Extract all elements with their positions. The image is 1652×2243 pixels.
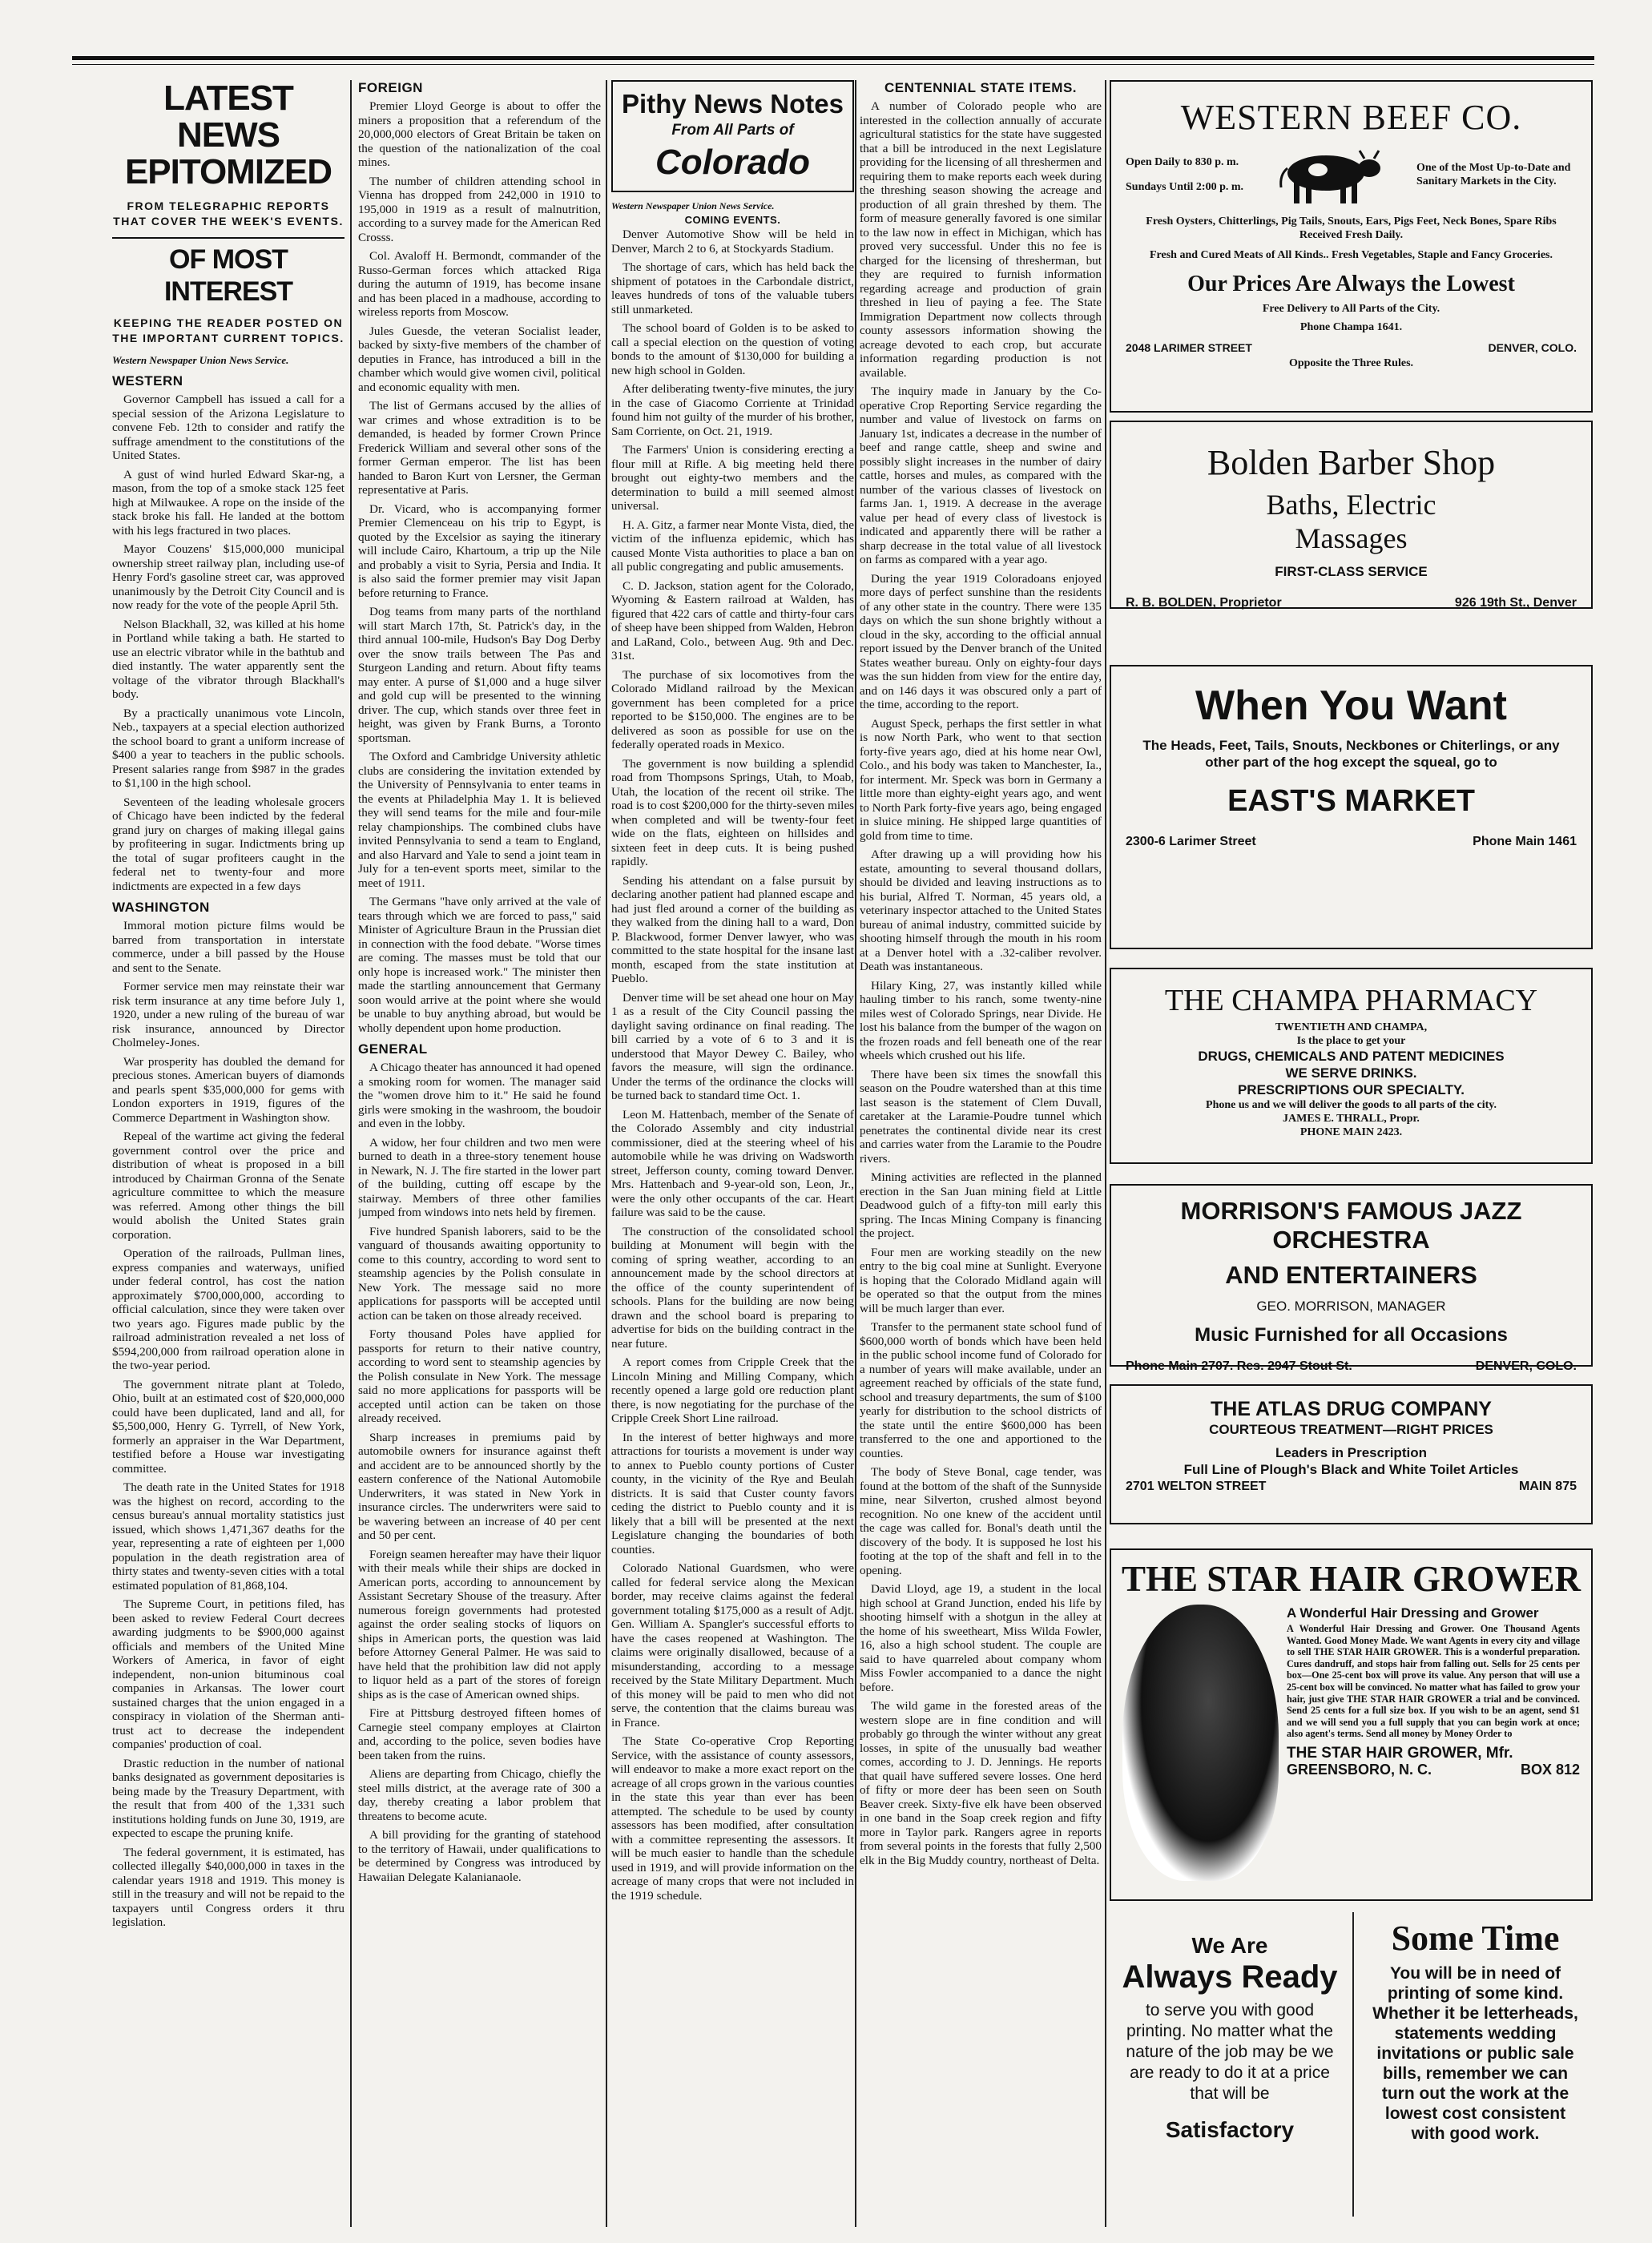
- article-paragraph: The school board of Golden is to be asked to call a special election on the question of voting bonds to the amount of $130,000 for building a new high school in Golden.: [611, 321, 854, 377]
- ad-easts-market: [1110, 665, 1593, 949]
- article-paragraph: The purchase of six locomotives from the Colorado Midland railroad by the Mexican government has been completed for a price reported to be $150,000. The engines are to be delivered as soon as possible for use on the federally operated roads in Mexico.: [611, 667, 854, 751]
- advertisements-column: [1110, 80, 1594, 2227]
- article-paragraph: Forty thousand Poles have applied for passports for return to their native country, according to word sent to steamship agencies by the Polish consulate in New York. The message said no more applications for passports will be accepted until action can be taken on those already received.: [358, 1327, 601, 1425]
- column-latest-news: [112, 80, 345, 1935]
- top-rule: [72, 56, 1594, 60]
- ad-jazz-music: Music Furnished for all Occasions: [1195, 1324, 1508, 1346]
- ad-easts-body: The Heads, Feet, Tails, Snouts, Neckbones or Chiterlings, or any other part of the hog except the squeal, go to: [1142, 738, 1560, 770]
- article-paragraph: Aliens are departing from Chicago, chiefly the steel mills district, at the average rate of 300 a day, thereby creating a labor problem that threatens to become acute.: [358, 1767, 601, 1823]
- headline-most-interest: OF MOST INTEREST: [112, 237, 345, 308]
- washington-articles: [112, 919, 345, 1930]
- column-divider: [350, 80, 352, 2227]
- ad-atlas-name: THE ATLAS DRUG COMPANY: [1211, 1398, 1492, 1420]
- ad-barber-owner: R. B. BOLDEN, Proprietor: [1126, 596, 1282, 610]
- ad-pharmacy-l4: WE SERVE DRINKS.: [1285, 1065, 1417, 1081]
- ad-sometime-body: You will be in need of printing of some kind. Whether it be letterheads, statements wedding invitations or public sale bills, remember we can turn out the work at the lowest cost consistent with good work.: [1372, 1964, 1578, 2143]
- column-divider: [1105, 80, 1106, 2227]
- ad-champa-pharmacy: [1110, 968, 1593, 1164]
- article-paragraph: Operation of the railroads, Pullman lines, express companies and waterways, unified under federal control, has cost the nation approximately $700,000,000, according to official calculation, since they were taken over two years ago. Figures made public by the railroad administration revealed a net loss of $594,200,000 from railroad operation alone in the two-year period.: [112, 1246, 345, 1372]
- ad-some-time: [1358, 1912, 1593, 2217]
- article-paragraph: Jules Guesde, the veteran Socialist leader, backed by sixty-five members of the chamber of deputies in France, has introduced a bill in the chamber which would give women civil, political and economic equality with men.: [358, 324, 601, 394]
- article-paragraph: Colorado National Guardsmen, who were called for federal service along the Mexican border, may receive claims against the federal government totaling $175,000 as a result of Adjt. Gen. William A. Spangler's successful efforts to have the cases reopened at Washington. The claims were originally disallowed, because of a misunderstanding, according to a message received by the State Military Department. Much of this money will be paid to men who did not serve, the contention that the claims bureau was in France.: [611, 1561, 854, 1730]
- article-paragraph: Four men are working steadily on the new entry to the big coal mine at Sunlight. Everyone is hoping that the Colorado Midland again will be operated so that the output from the mines will be much larger than ever.: [860, 1245, 1102, 1315]
- coming-events-text: Denver Automotive Show will be held in Denver, March 2 to 6, at Stockyards Stadium.: [611, 228, 854, 256]
- article-paragraph: After drawing up a will providing how his estate, amounting to several thousand dollars, should be divided and leaving instructions as to his burial, Alfred T. Norman, 45 years old, a veterinary inspector attached to the United States bureau of animal industry, committed suicide by shooting himself through the mouth in his room at a Denver hotel with a .32-caliber revolver. Death was instantaneous.: [860, 848, 1102, 973]
- ad-divider: [1352, 1912, 1354, 2217]
- ad-ready-l2: Always Ready: [1122, 1959, 1338, 1995]
- article-paragraph: The death rate in the United States for 1918 was the highest on record, according to the census bureau's annual mortality statistics just issued, which shows 1,471,367 deaths for the year, representing a rate of eighteen per 1,000 population in the death registration area of thirty states and twenty-seven cities with a total estimated population of 81,868,104.: [112, 1480, 345, 1593]
- ad-ready-l1: We Are: [1191, 1933, 1268, 1958]
- article-paragraph: The federal government, it is estimated, has collected illegally $40,000,000 in taxes in the calendar years 1918 and 1919. This money is still in the treasury and will not be repaid to the taxpayers until Congress orders it thru legislation.: [112, 1845, 345, 1929]
- article-paragraph: The government is now building a splendid road from Thompsons Springs, Utah, to Moab, Utah, the location of the recent oil strike. The road is to cost $200,000 for the thirty-seven miles when completed and will be twenty-four feet wide on the flats, eighteen on hillsides and sixteen feet in deep cuts. It is being pushed rapidly.: [611, 756, 854, 868]
- article-paragraph: The Germans "have only arrived at the vale of tears through which we are forced to pass," said Minister of Agriculture Braun in the Prussian diet in connection with the food debate. "Worse times are coming. The masses must be told that our only hope is increased work." The minister then made the startling announcement that Germany soon would arrive at the point where she would be unable to buy anything abroad, but would be wholly dependent upon home production.: [358, 895, 601, 1035]
- article-paragraph: The Farmers' Union is considering erecting a flour mill at Rifle. A big meeting held there brought out eighty-two members and the determination to build a mill seemed almost universal.: [611, 443, 854, 513]
- ad-star-hair-grower: [1110, 1548, 1593, 1901]
- ad-barber-service: FIRST-CLASS SERVICE: [1275, 564, 1428, 579]
- article-paragraph: A number of Colorado people who are interested in the collection annually of accurate agricultural statistics for the state have suggested that a bill be introduced in the next Legislature providing for the licensing of all threshermen and requiring them to make reports each week during the threshing season showing the acreage and production of all grain threshed by them. The form of measure generally favored is one similar to the law now in effect in Michigan, which has proved very successful. Under this no fee is charged for the licensing of thresherman, but they are required to furnish information regarding acreage and production of grain threshed in lieu of paying a fee. The State Immigration Department now collects through county assessors information showing the acreage devoted to each crop, but accurate information regarding production is not available.: [860, 99, 1102, 380]
- ad-atlas-phone: MAIN 875: [1518, 1480, 1577, 1493]
- article-paragraph: Five hundred Spanish laborers, said to be the vanguard of thousands awaiting opportunity to come to this country, according to word sent to steamship agencies by the Polish consulate in New York. The message said no more applications for passports will be accepted until action can be taken on those already received.: [358, 1224, 601, 1323]
- ad-beef-name: WESTERN BEEF CO.: [1180, 98, 1522, 137]
- article-paragraph: Hilary King, 27, was instantly killed while hauling timber to his ranch, some twenty-nine miles west of Colorado Springs, near Divide. He lost his balance from the bumper of the wagon on the frozen roads and fell beneath one of the rear wheels which crushed out his life.: [860, 978, 1102, 1062]
- article-paragraph: Immoral motion picture films would be barred from transportation in interstate commerce, under a bill passed by the House and sent to the Senate.: [112, 919, 345, 975]
- article-paragraph: Transfer to the permanent state school fund of $600,000 worth of bonds which have been held in the public school income fund of Colorado for a number of years will make available, under an agreement reached by officials of the state fund, school and treasury departments, the sum of $100 yearly for distribution to the school districts of the state until the entire $600,000 has been transferred to the one and apportioned to the counties.: [860, 1320, 1102, 1460]
- ad-barber-line1: Baths, Electric: [1266, 489, 1436, 521]
- western-articles: [112, 393, 345, 893]
- ad-beef-phone: Phone Champa 1641.: [1299, 321, 1403, 333]
- ad-ready-l3: Satisfactory: [1165, 2117, 1295, 2142]
- column-divider: [606, 80, 607, 2227]
- ad-sometime-title: Some Time: [1391, 1919, 1560, 1958]
- article-paragraph: Drastic reduction in the number of national banks designated as government depositaries is being made by the Treasury Department, with the result that from 400 of the 1,331 such institutions holding funds on June 30, 1919, are expected to escape the pruning knife.: [112, 1756, 345, 1840]
- ad-beef-line1: Fresh Oysters, Chitterlings, Pig Tails, Snouts, Ears, Pigs Feet, Neck Bones, Spare Ribs Received Fresh Daily.: [1146, 215, 1557, 241]
- article-paragraph: A bill providing for the granting of statehood to the territory of Hawaii, under qualifications to be determined by Congress was introduced by Hawaiian Delegate Kalanianaole.: [358, 1828, 601, 1884]
- article-paragraph: During the year 1919 Coloradoans enjoyed more days of perfect sunshine than the residents of any other state in the country. There were 135 days on which the sun shone brightly without a cloud in the sky, according to the official annual report issued by the Denver branch of the United States weather bureau. Only on eighty-four days was the sun hidden from view for the entire day, and on 146 days it was obscured only a part of the time, according to the report.: [860, 571, 1102, 711]
- article-paragraph: The government nitrate plant at Toledo, Ohio, built at an estimated cost of $20,000,000 could have been duplicated, land and all, for $5,500,000, Henry G. Tyrrell, of New York, formerly an appraiser in the War Department, testified before a House war investigating committee.: [112, 1377, 345, 1476]
- ad-beef-sunday: Sundays Until 2:00 p. m.: [1126, 181, 1244, 193]
- ad-jazz-name: MORRISON'S FAMOUS JAZZ ORCHESTRA: [1180, 1197, 1522, 1254]
- column-colorado: [611, 80, 854, 1907]
- ad-pharmacy-l5: PRESCRIPTIONS OUR SPECIALTY.: [1237, 1082, 1465, 1097]
- article-paragraph: After deliberating twenty-five minutes, the jury in the case of Giacomo Corriente at Trinidad found him not guilty of the murder of his brother, Sam Corriente, on Oct. 21, 1919.: [611, 382, 854, 438]
- centennial-heading: CENTENNIAL STATE ITEMS.: [884, 80, 1078, 95]
- ad-easts-title: When You Want: [1195, 683, 1507, 729]
- ad-beef-slogan: Our Prices Are Always the Lowest: [1187, 272, 1515, 296]
- section-foreign: FOREIGN: [358, 80, 423, 95]
- article-paragraph: Col. Avaloff H. Bermondt, commander of the Russo-German forces which attacked Riga during the autumn of 1919, has become insane and has been placed in a madhouse, according to wireless reports from Moscow.: [358, 249, 601, 319]
- ad-pharmacy-l2: Is the place to get your: [1296, 1035, 1406, 1047]
- ad-beef-hours: Open Daily to 830 p. m.: [1126, 156, 1239, 168]
- article-paragraph: A gust of wind hurled Edward Skar-ng, a mason, from the top of a smoke stack 125 feet high at Milwaukee. A rope on the inside of the stack broke his fall. He landed at the bottom with his legs fractured in two places.: [112, 467, 345, 538]
- ad-barber-line2: Massages: [1295, 522, 1408, 554]
- article-paragraph: A widow, her four children and two men were burned to death in a three-story tenement house in Newark, N. J. The fire started in the lower part of the building, cutting off escape by the stairway. Members of three other families jumped from windows into nets held by firemen.: [358, 1135, 601, 1219]
- ad-easts-phone: Phone Main 1461: [1473, 835, 1577, 848]
- column-foreign-general: [358, 80, 601, 1889]
- ad-atlas-drug: [1110, 1384, 1593, 1524]
- ad-barber-name: Bolden Barber Shop: [1207, 443, 1496, 482]
- ad-pharmacy-l1: TWENTIETH AND CHAMPA,: [1275, 1021, 1428, 1033]
- ad-hair-sub: A Wonderful Hair Dressing and Grower: [1287, 1605, 1539, 1621]
- ad-jazz-city: DENVER, COLO.: [1475, 1359, 1577, 1373]
- ad-hair-body: A Wonderful Hair Dressing and Grower. One Thousand Agents Wanted. Good Money Made. We want Agents in every city and village to sell THE STAR HAIR GROWER. This is a wonderful preparation. Cures dandruff, and stops hair from falling out. Sells for 25 cents per box—One 25-cent box will prove its value. Any person that will use a 25-cent box will be convinced. No matter what has failed to grow your hair, just give THE STAR HAIR GROWER a trial and be convinced. Send 25 cents for a full size box. If you wish to be an agent, send $1 and we will send you a full supply that you can begin work at once; also agent's terms. Send all money by Money Order to: [1287, 1623, 1580, 1740]
- article-paragraph: Dr. Vicard, who is accompanying former Premier Clemenceau on his trip to Egypt, is quoted by the Excelsior as saying the itinerary will include Cairo, Khartoum, a trip up the Nile and probably a visit to Syria, Persia and India. It is also said the former premier may visit Japan before returning to France.: [358, 501, 601, 600]
- ad-pharmacy-l8: PHONE MAIN 2423.: [1299, 1126, 1403, 1138]
- woman-portrait-image: [1122, 1605, 1279, 1881]
- column-divider: [855, 80, 856, 2227]
- ad-jazz-name2: AND ENTERTAINERS: [1225, 1261, 1477, 1289]
- ad-beef-opposite: Opposite the Three Rules.: [1288, 357, 1414, 369]
- article-paragraph: Sending his attendant on a false pursuit by declaring another patient had planned escape and had just fled around a corner of the building as they walked from the dining hall to a ward, Don P. Blackwood, former Denver lawyer, who was committed to the state hospital for the insane last month, escaped from the state institution at Pueblo.: [611, 873, 854, 985]
- article-paragraph: Seventeen of the leading wholesale grocers of Chicago have been indicted by the federal grand jury on charges of making illegal gains by profiteering in sugar. Indictments bring up the total of sugar profiteers caught in the federal net to twenty-four and more indictments are expected in a few days: [112, 795, 345, 893]
- article-paragraph: The body of Steve Bonal, cage tender, was found at the bottom of the shaft of the Sunnyside mine, near Silverton, crushed almost beyond recognition. No one knew of the accident until the cage was called for. Bonal's death until the discovery of the body. It is supposed he lost his footing at the top of the shaft and fell in to the opening.: [860, 1465, 1102, 1577]
- ad-barber-address: 926 19th St., Denver: [1454, 596, 1577, 610]
- article-paragraph: The inquiry made in January by the Co-operative Crop Reporting Service regarding the number and value of livestock on farms on January 1st, indicates a decrease in the number of beef and range cattle, sheep and swine and possibly slight increases in the number of dairy cattle, horses and mules, as compared with the number of the various classes of livestock on farms Jan. 1, 1919. A decrease in the average value per head of every class of livestock is indicated and apparently there will be rather a sharp decrease in the total value of all livestock on farms as compared with a year ago.: [860, 385, 1102, 566]
- article-paragraph: A report comes from Cripple Creek that the Lincoln Mining and Milling Company, which recently opened a large gold ore reduction plant there, is now negotiating for the purchase of the Cripple Creek Short Line railroad.: [611, 1355, 854, 1425]
- article-paragraph: By a practically unanimous vote Lincoln, Neb., taxpayers at a special election authorized the school board to grant a uniform increase of $400 a year to teachers in the public schools. Present salaries range from $987 in the grades to $1,100 in the high school.: [112, 706, 345, 790]
- article-paragraph: Governor Campbell has issued a call for a special session of the Arizona Legislature to convene Feb. 12th to consider and ratify the suffrage amendment to the constitutions of the United States.: [112, 393, 345, 462]
- ad-beef-address: 2048 LARIMER STREET: [1126, 341, 1252, 354]
- foreign-articles: [358, 99, 601, 1035]
- pithy-subtitle: From All Parts of: [671, 122, 794, 139]
- article-paragraph: In the interest of better highways and more attractions for tourists a movement is under way to annex to Pueblo county portions of Custer county, in the vicinity of the Rye and Beulah districts. It is said that Custer county favors ceding the district to Pueblo county and it is likely that a bill will be presented at the next Legislature changing the boundaries of both counties.: [611, 1430, 854, 1556]
- ad-ready-body: to serve you with good printing. No matter what the nature of the job may be we are ready to do it at a price that will be: [1126, 2001, 1334, 2103]
- ad-pharmacy-l7: JAMES E. THRALL, Propr.: [1283, 1113, 1420, 1125]
- ad-western-beef: [1110, 80, 1593, 413]
- ad-pharmacy-name: THE CHAMPA PHARMACY: [1164, 984, 1538, 1017]
- news-service-credit: Western Newspaper Union News Service.: [611, 200, 775, 211]
- article-paragraph: Mayor Couzens' $15,000,000 municipal ownership street railway plan, including use-of Henry Ford's gasoline street car, was approved unanimously by the Detroit City Council and is now ready for the vote of the people April 5th.: [112, 542, 345, 612]
- article-paragraph: War prosperity has doubled the demand for precious stones. American buyers of diamonds and pearls spent $35,000,000 for gems with London exporters in 1919, figures of the Commerce Department in Washington show.: [112, 1054, 345, 1125]
- article-paragraph: Denver time will be set ahead one hour on May 1 as a result of the City Council passing the daylight saving ordinance on final reading. The bill carried by a vote of 6 to 3 and it is understood that Mayor Dewey C. Bailey, who favors the measure, will sign the ordinance. Under the terms of the ordinance the clocks will be turned back to standard time Oct. 1.: [611, 990, 854, 1102]
- article-paragraph: There have been six times the snowfall this season on the Poudre watershed than at this time last season is the statement of Clem Duvall, caretaker at the Laramie-Poudre tunnel which penetrates the continental divide near its crest and carries water from the Laramie to the Poudre rivers.: [860, 1067, 1102, 1166]
- article-paragraph: Sharp increases in premiums paid by automobile owners for insurance against theft and accident are to be announced shortly by the eastern conference of the National Automobile Underwriters, it was stated in New York in insurance circles. The underwriters were said to be wavering between an increase of 40 per cent and 50 per cent.: [358, 1430, 601, 1542]
- ad-atlas-l3: Full Line of Plough's Black and White Toilet Articles: [1183, 1462, 1519, 1477]
- ad-jazz-phone: Phone Main 2707. Res. 2947 Stout St.: [1126, 1359, 1352, 1373]
- article-paragraph: A Chicago theater has announced it had opened a smoking room for women. The manager said the "women drove him to it." He said he found girls were smoking in the washroom, the boudoir and even in the lobby.: [358, 1061, 601, 1130]
- article-paragraph: The shortage of cars, which has held back the shipment of potatoes in the Carbondale district, leaves hundreds of tons of the valuable tubers still unmarketed.: [611, 260, 854, 316]
- article-paragraph: David Lloyd, age 19, a student in the local high school at Grand Junction, ended his life by shooting himself with a shotgun in the alley at the home of his sweetheart, Miss Wilda Fowler, 16, also a high school student. The couple are said to have quarreled about company whom Miss Fowler accompanied to a dance the night before.: [860, 1582, 1102, 1694]
- ad-atlas-l2: Leaders in Prescription: [1275, 1445, 1427, 1460]
- ad-atlas-address: 2701 WELTON STREET: [1126, 1480, 1267, 1493]
- ad-pharmacy-l3: DRUGS, CHEMICALS AND PATENT MEDICINES: [1198, 1049, 1505, 1064]
- article-paragraph: Fire at Pittsburg destroyed fifteen homes of Carnegie steel company employes at Clairton and, according to the police, seven bodies have been taken from the ruins.: [358, 1706, 601, 1762]
- section-washington: WASHINGTON: [112, 900, 210, 915]
- article-paragraph: Premier Lloyd George is about to offer the miners a proposition that a referendum of the 20,000,000 electors of Great Britain be taken on the question of the nationalization of the coal mines.: [358, 99, 601, 169]
- article-paragraph: The number of children attending school in Vienna has dropped from 242,000 in 1910 to 195,000 in 1919 as a result of malnutrition, according to a survey made for the American Red Crosss.: [358, 174, 601, 244]
- column-centennial: [860, 80, 1102, 1872]
- ad-hair-city: GREENSBORO, N. C.: [1287, 1761, 1432, 1778]
- ad-atlas-l1: COURTEOUS TREATMENT—RIGHT PRICES: [1209, 1422, 1493, 1437]
- article-paragraph: Dog teams from many parts of the northland will start March 17th, St. Patrick's day, in the third annual 100-mile, Hudson's Bay Dog Derby over the snow trails between The Pas and Sturgeon Landing and return. About fifty teams may enter. A purse of $1,000 and a huge silver and gold cup will be presented to the winning driver. The cup, which stands over three feet in height, was given by Frank Burns, a Toronto sportsman.: [358, 605, 601, 745]
- section-general: GENERAL: [358, 1041, 428, 1057]
- article-paragraph: The Oxford and Cambridge University athletic clubs are considering the invitation extended by the University of Pennsylvania to enter teams in the events at Philadelphia May 1. It is believed they will send teams for the mile and four-mile relay championships. The combined clubs have invited Pennsylvania to send a team to England, and also Harvard and Yale to send a joint team in July for a ten-event sports meet, similar to the meet of 1911.: [358, 750, 601, 890]
- ad-beef-line2: Fresh and Cured Meats of All Kinds.. Fresh Vegetables, Staple and Fancy Groceries.: [1150, 249, 1553, 261]
- ad-easts-address: 2300-6 Larimer Street: [1126, 835, 1256, 848]
- top-rule-thin: [72, 64, 1594, 65]
- article-paragraph: August Speck, perhaps the first settler in what is now North Park, who went to that section forty-five years ago, died at his home near Owl, Colo., and his body was taken to Manchester, Ia., for interment. Mr. Speck was born in Germany a little more than eighty-eight years ago, and went to North Park forty-five years ago, being engaged in sluice mining. He shipped large quantities of gold from time to time.: [860, 716, 1102, 843]
- article-paragraph: H. A. Gitz, a farmer near Monte Vista, died, the victim of the influenza epidemic, which has caused Monte Vista authorities to place a ban on all public congregating and public amusements.: [611, 517, 854, 574]
- article-paragraph: Leon M. Hattenbach, member of the Senate of the Colorado Assembly and city industrial commissioner, died at the steering wheel of his automobile while he was driving on Wadsworth street, Jefferson county, coming toward Denver. Mrs. Hattenbach and 9-year-old son, Leon, Jr., were the only other occupants of the car. Heart failure was said to be the cause.: [611, 1107, 854, 1219]
- ad-jazz-manager: GEO. MORRISON, MANAGER: [1256, 1299, 1446, 1314]
- article-paragraph: Nelson Blackhall, 32, was killed at his home in Portland while taking a bath. He started to use an electric vibrator while in the bathtub and died instantly. The water apparently sent the voltage of the vibrator through Blackhall's body.: [112, 617, 345, 701]
- ad-easts-market-name: EAST'S MARKET: [1227, 784, 1475, 818]
- article-paragraph: C. D. Jackson, station agent for the Colorado, Wyoming & Eastern railroad at Walden, has figured that 422 cars of cattle and thirty-four cars of sheep have been shipped from Walden, Hebron and LaRand, Colo., between Aug. 9th and Dec. 31st.: [611, 578, 854, 662]
- pithy-news-banner: [611, 80, 854, 192]
- article-paragraph: Repeal of the wartime act giving the federal government control over the price and distribution of wheat is proposed in a bill introduced by Chairman Gronna of the Senate agriculture committee to which the measure was referred. Among other things the bill would abolish the United States grain corporation.: [112, 1130, 345, 1242]
- centennial-articles: [860, 99, 1102, 1867]
- ad-hair-mfr: THE STAR HAIR GROWER, Mfr.: [1287, 1744, 1513, 1762]
- ad-morrison-jazz: [1110, 1184, 1593, 1373]
- article-paragraph: The wild game in the forested areas of the western slope are in fine condition and will probably go through the winter without any great losses, in spite of the unusually bad weather comes, according to J. D. Jennings. He reports that quail have suffered severe losses. One herd of fifty or more deer has been seen on South Beaver creek. Sixty-five elk have been observed in one band in the Soap creek region and fifty more in Taylor park. Rangers agree in reports from several points in the forests that fully 2,500 elk in the Big Muddy country, northeast of Delta.: [860, 1699, 1102, 1867]
- article-paragraph: The list of Germans accused by the allies of war crimes and whose extradition is to be demanded, is headed by former Crown Prince Frederick William and several other sons of the former German emperor. The list has been handed to Baron Kurt von Lersner, the German representative at Paris.: [358, 399, 601, 497]
- article-paragraph: Foreign seamen hereafter may have their liquor with their meals while their ships are docked in American ports, according to announcement by Assistant Secretary Shouse of the treasury. After numerous foreign governments had protested against the order sealing stocks of liquors on ships in American ports, the question was laid before Attorney General Palmer. He was said to have held that the prohibition law did not apply to liquor held as a part of the stores of foreign ships as is the case of American owned ships.: [358, 1547, 601, 1701]
- article-paragraph: The Supreme Court, in petitions filed, has been asked to review Federal Court decrees awarding judgments to be $900,000 against officials and members of the United Mine Workers of America, in favor of eight independent, non-union bituminous coal companies in Arkansas. The lower court sustained charges that the union engaged in a conspiracy in violation of the Sherman anti-trust act to decrease the independent companies' production of coal.: [112, 1597, 345, 1751]
- ad-bolden-barber: [1110, 421, 1593, 609]
- ad-beef-city: DENVER, COLO.: [1488, 341, 1577, 354]
- ad-pharmacy-l6: Phone us and we will deliver the goods to all parts of the city.: [1206, 1099, 1497, 1111]
- news-service-credit: Western Newspaper Union News Service.: [112, 354, 289, 366]
- ad-beef-tagline: One of the Most Up-to-Date and Sanitary Markets in the City.: [1416, 162, 1571, 187]
- article-paragraph: Mining activities are reflected in the planned erection in the San Juan mining field at Little Deadwood gulch of a fifty-ton mill early this spring. The Incas Mining Company is financing the project.: [860, 1170, 1102, 1240]
- article-paragraph: The construction of the consolidated school building at Monument will begin with the coming of spring weather, according to an announcement made by the school directors at the office of the county superintendent of schools. Plans for the building are now being drawn and the school board is preparing to advertise for bids on the building contract in the near future.: [611, 1224, 854, 1351]
- pithy-colorado: Colorado: [655, 143, 811, 182]
- article-paragraph: The State Co-operative Crop Reporting Service, with the assistance of county assessors, will endeavor to make a more exact report on the acreage of all crops grown in the various counties in the state this year than ever has been attempted. The schedule to be used by county assessors has been modified, after consultation with a committee representing the assessors. It will be much easier to handle than the schedule used in 1919, and will provide information on the acreage of many crops that were not included in the 1919 schedule.: [611, 1734, 854, 1903]
- article-paragraph: Former service men may reinstate their war risk term insurance at any time before July 1, 1920, under a new ruling of the bureau of war risk insurance, announced by Director Cholmeley-Jones.: [112, 980, 345, 1049]
- general-articles: [358, 1061, 601, 1884]
- ad-hair-box: BOX 812: [1520, 1761, 1580, 1778]
- ad-beef-delivery: Free Delivery to All Parts of the City.: [1262, 303, 1440, 315]
- subhead-telegraphic: FROM TELEGRAPHIC REPORTS THAT COVER THE WEEK'S EVENTS.: [113, 199, 344, 228]
- cow-icon: [1270, 143, 1390, 207]
- section-western: WESTERN: [112, 373, 183, 389]
- colorado-articles: [611, 260, 854, 1903]
- coming-events-heading: COMING EVENTS.: [684, 214, 781, 226]
- headline-latest-news: LATEST NEWS EPITOMIZED: [124, 80, 332, 191]
- subhead-keeping-posted: KEEPING THE READER POSTED ON THE IMPORTANT CURRENT TOPICS.: [112, 316, 345, 344]
- pithy-title: Pithy News Notes: [622, 89, 844, 119]
- ad-hair-name: THE STAR HAIR GROWER: [1121, 1559, 1581, 1599]
- ad-always-ready: [1110, 1912, 1350, 2217]
